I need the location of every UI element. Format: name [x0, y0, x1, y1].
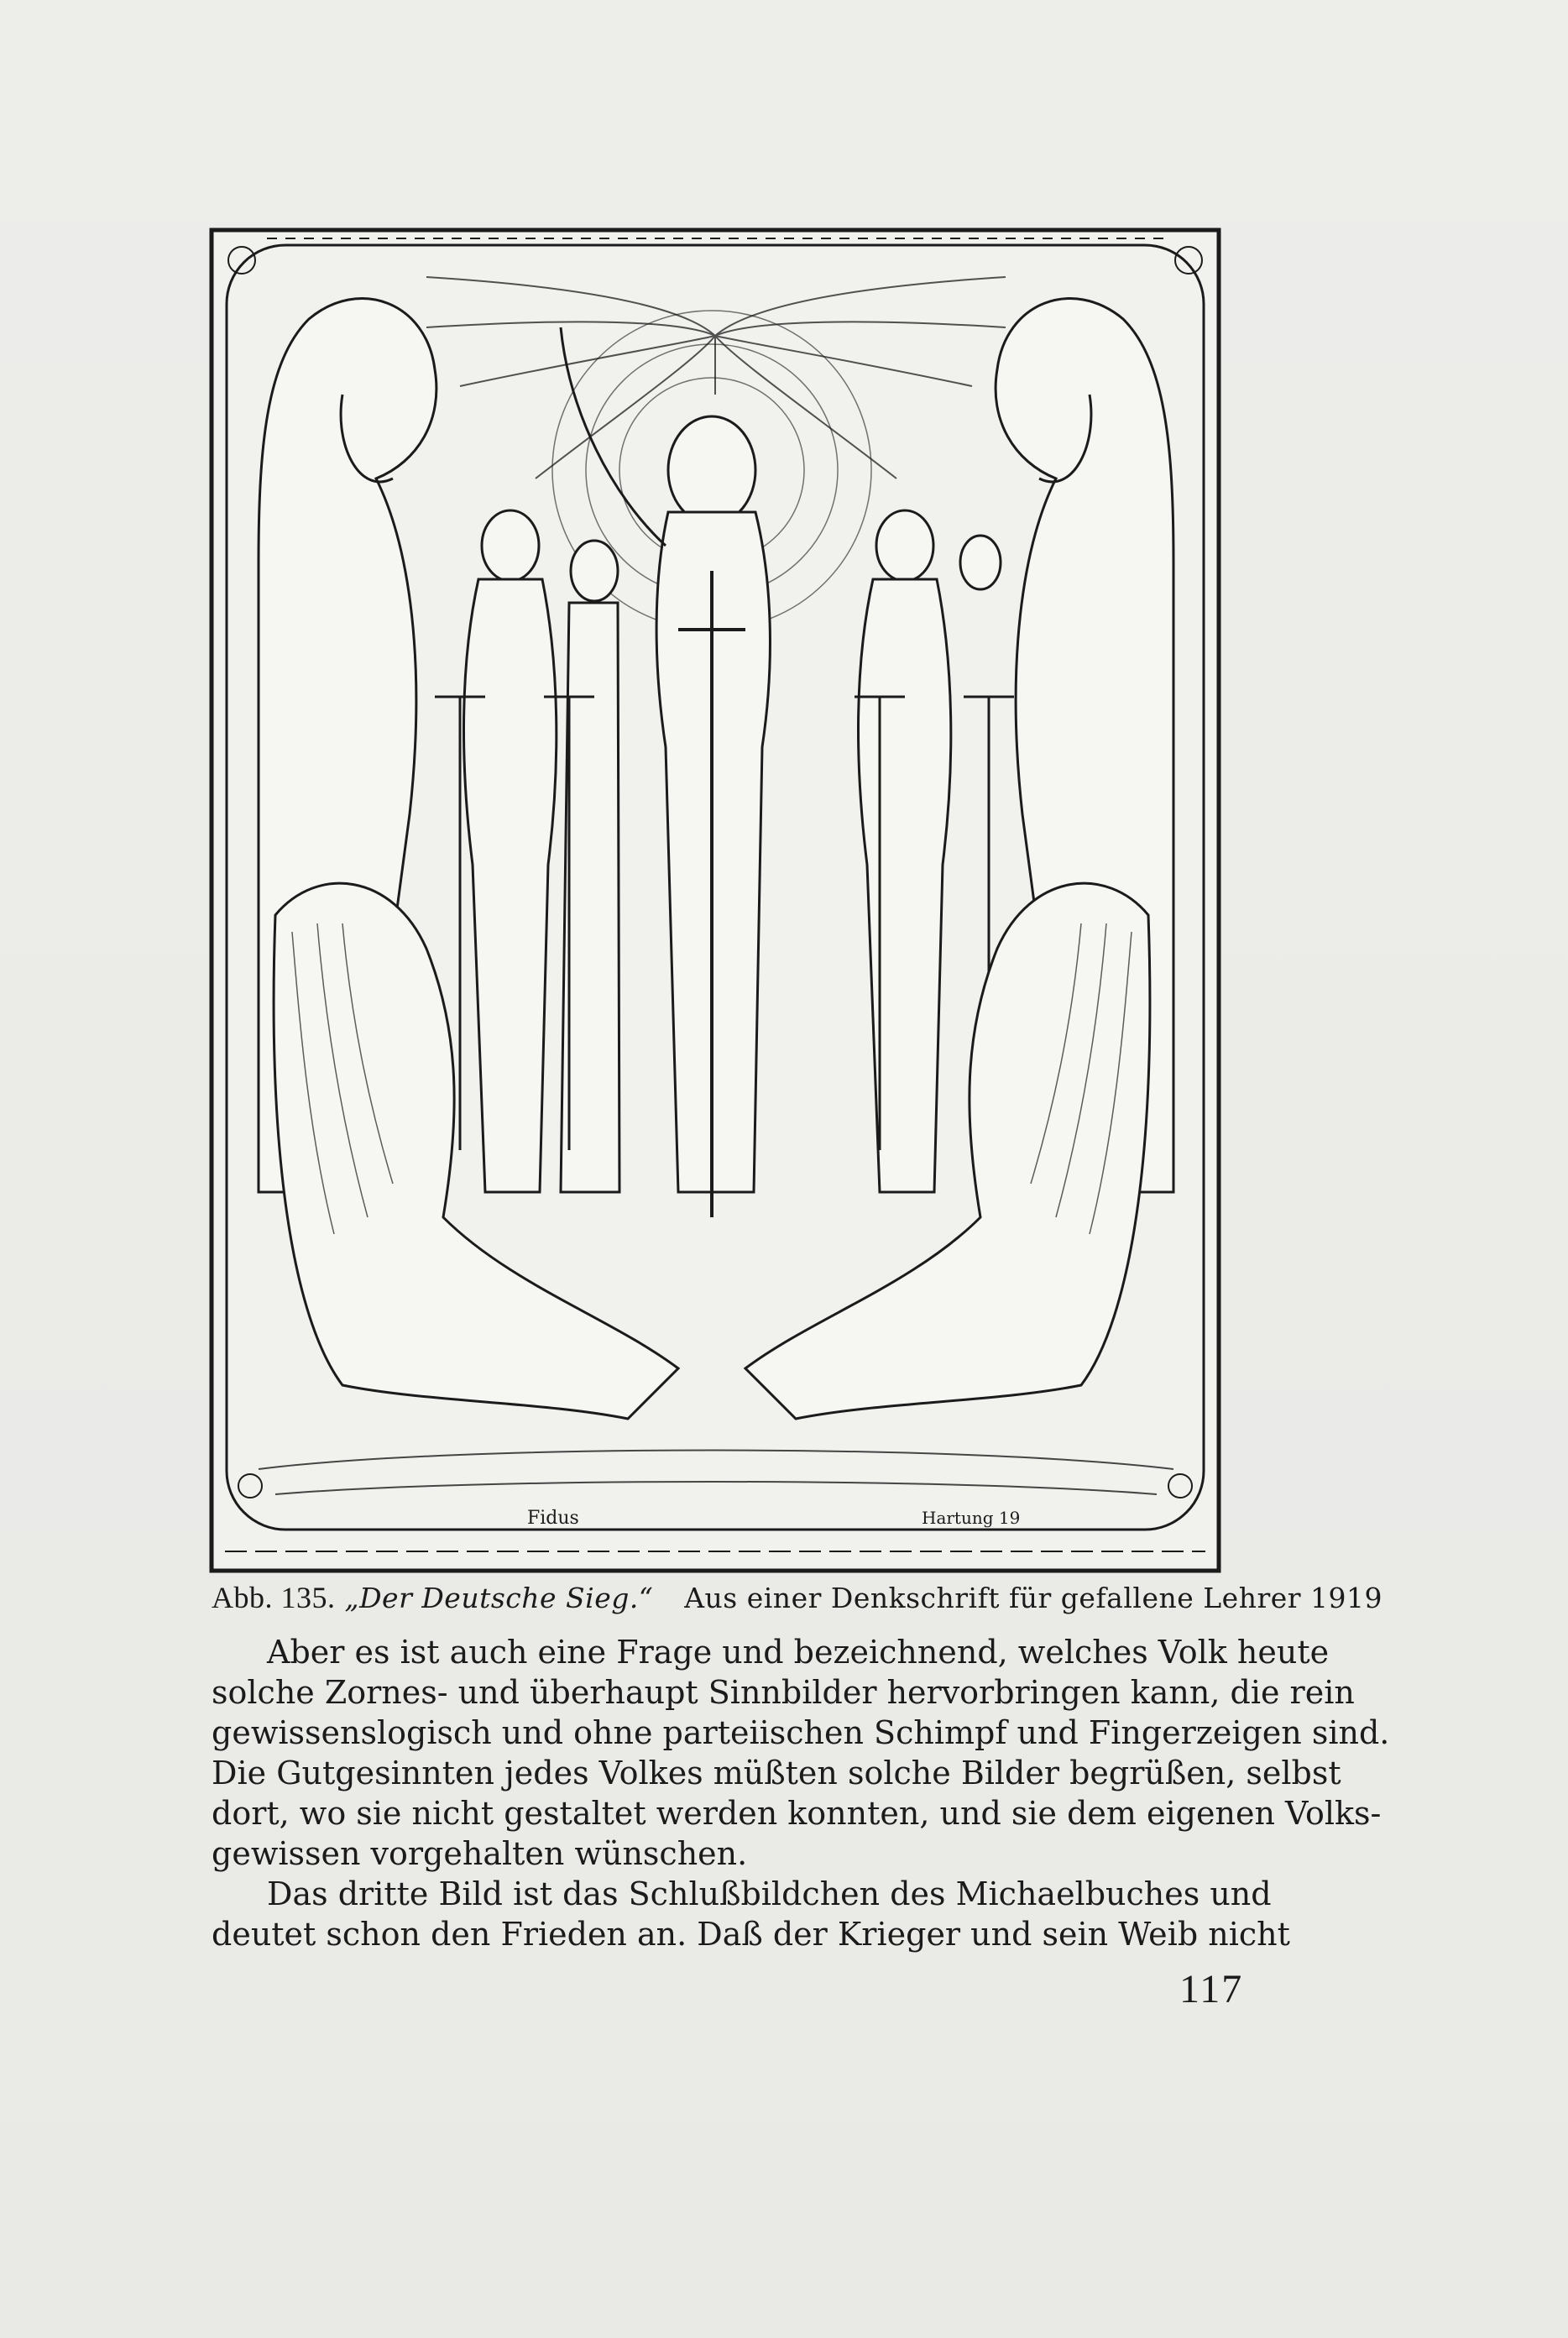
artist-signature: Fidus [527, 1508, 579, 1529]
text-line: Aber es ist auch eine Frage und bezeichnend, welches Volk heute [267, 1634, 1330, 1671]
figure-source: Aus einer Denkschrift für gefallene Lehrer 1919 [684, 1582, 1382, 1614]
text-line: gewissenslogisch und ohne parteiischen Schimpf und Fingerzeigen sind. [212, 1714, 1390, 1751]
text-line: deutet schon den Frieden an. Daß der Krieger und sein Weib nicht [212, 1916, 1290, 1953]
figure-caption [212, 1580, 1382, 1615]
text-line: Das dritte Bild ist das Schlußbildchen des Michaelbuches und [267, 1875, 1272, 1912]
engraver-signature: Hartung 19 [922, 1508, 1021, 1528]
text-line: gewissen vorgehalten wünschen. [212, 1835, 748, 1872]
figure-title: „Der Deutsche Sieg.“ [344, 1582, 654, 1614]
page-number: 117 [1179, 1967, 1244, 2011]
illustration-der-deutsche-sieg [208, 227, 1222, 1574]
paragraph-2 [212, 1874, 1290, 1954]
figure-number: Abb. 135. [212, 1581, 336, 1614]
illustration-artwork [208, 227, 1222, 1574]
paragraph-1 [212, 1632, 1390, 1874]
text-line: dort, wo sie nicht gestaltet werden konnten, und sie dem eigenen Volks- [212, 1795, 1382, 1832]
body-text [212, 1632, 1390, 1954]
text-line: solche Zornes- und überhaupt Sinnbilder hervorbringen kann, die rein [212, 1674, 1355, 1711]
text-line: Die Gutgesinnten jedes Volkes müßten solche Bilder begrüßen, selbst [212, 1755, 1341, 1791]
